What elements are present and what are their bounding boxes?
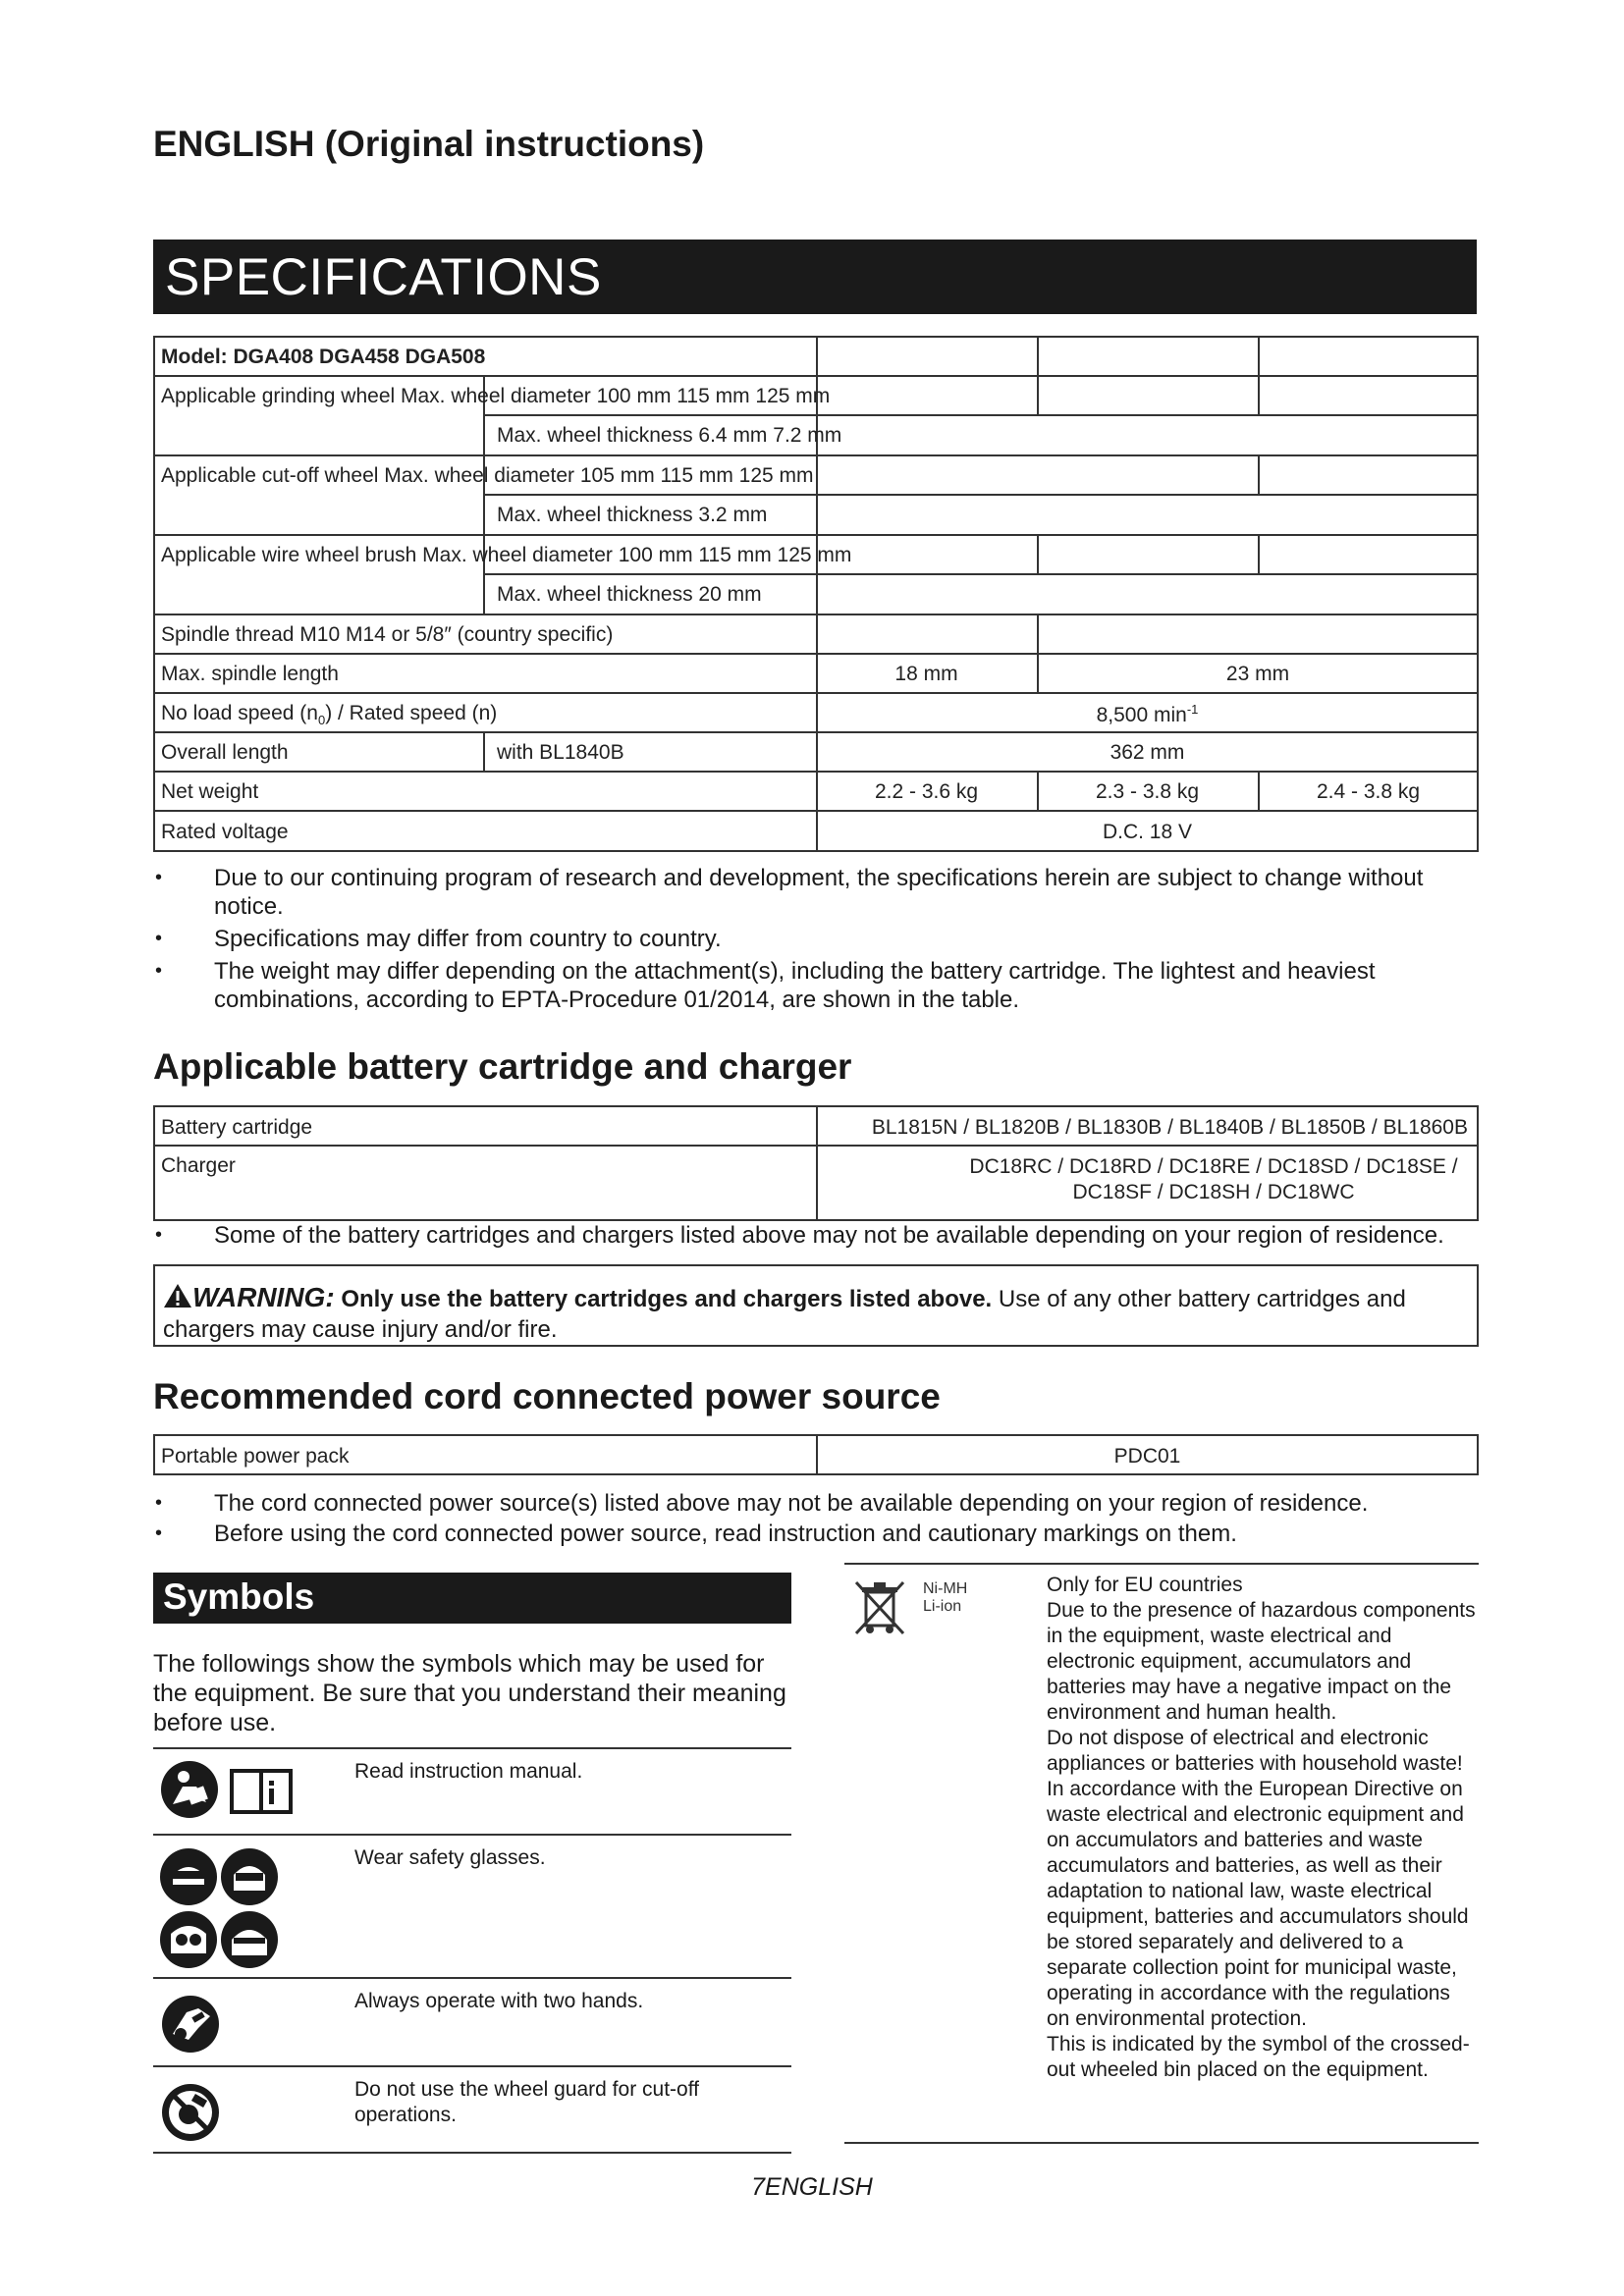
overall-length-value: 362 mm	[1110, 741, 1185, 764]
warning-bold-text: Only use the battery cartridges and chargers listed above.	[341, 1286, 993, 1312]
spec-note: • Due to our continuing program of research and development, the specifications herein are subject to change without notice.	[153, 864, 1479, 921]
overall-length-label: Overall length	[161, 741, 289, 764]
crossed-bin-icon	[850, 1578, 909, 1642]
battery-notes	[153, 1221, 1479, 1254]
power-pack-value: PDC01	[1113, 1445, 1181, 1468]
page-language-title: ENGLISH (Original instructions)	[153, 124, 705, 164]
charger-label: Charger	[161, 1154, 236, 1177]
spindle-length-b: 23 mm	[1225, 663, 1290, 685]
battery-cartridge-value: BL1815N / BL1820B / BL1830B / BL1840B / BL1850B / BL1860B	[871, 1116, 1468, 1139]
wire-brush-thickness: Max. wheel thickness 20 mm	[497, 583, 762, 606]
power-source-heading: Recommended cord connected power source	[153, 1376, 941, 1416]
battery-note: • Some of the battery cartridges and chargers listed above may not be available depending on your region of residence.	[153, 1221, 1479, 1250]
charger-value: DC18RC / DC18RD / DC18RE / DC18SD / DC18SE / DC18SF / DC18SH / DC18WC	[969, 1155, 1458, 1203]
symbols-banner	[153, 1573, 791, 1624]
symbol-row	[153, 1834, 791, 1977]
power-note: • Before using the cord connected power source, read instruction and cautionary markings on them.	[153, 1520, 1479, 1548]
model-row: Model: DGA408 DGA458 DGA508	[161, 346, 486, 368]
warning-box	[153, 1264, 1479, 1347]
warning-text: Use of any other battery cartridges and chargers may cause injury and/or fire.	[163, 1286, 1406, 1343]
symbol-text: Do not use the wheel guard for cut-off operations.	[354, 2078, 699, 2126]
symbol-text: Wear safety glasses.	[354, 1846, 546, 1869]
no-wheel-guard-icon	[159, 2077, 228, 2151]
power-source-notes	[153, 1489, 1479, 1552]
rated-voltage-value: D.C. 18 V	[1102, 821, 1193, 843]
battery-table	[153, 1105, 1479, 1221]
symbols-title: Symbols	[163, 1576, 315, 1617]
specifications-table	[153, 336, 1479, 852]
grinding-wheel-diameter: Applicable grinding wheel Max. wheel diameter 100 mm 115 mm 125 mm	[161, 385, 831, 407]
specification-notes	[153, 864, 1479, 1018]
rated-voltage-label: Rated voltage	[161, 821, 289, 843]
symbol-row	[153, 1747, 791, 1834]
cutoff-wheel-thickness: Max. wheel thickness 3.2 mm	[497, 504, 768, 526]
symbol-row	[153, 1977, 791, 2065]
specifications-title: SPECIFICATIONS	[165, 248, 602, 306]
warning-label: WARNING:	[192, 1282, 335, 1312]
specifications-banner	[153, 240, 1477, 314]
battery-heading: Applicable battery cartridge and charger	[153, 1046, 852, 1087]
warning-triangle-icon	[163, 1283, 192, 1308]
symbol-text: Always operate with two hands.	[354, 1990, 644, 2012]
spec-note: • The weight may differ depending on the attachment(s), including the battery cartridge. The lightest and heaviest combinations, according to EPTA-Procedure 01/2014, are shown in the table.	[153, 957, 1479, 1014]
spindle-thread: Spindle thread M10 M14 or 5/8″ (country specific)	[161, 623, 614, 646]
symbols-intro: The followings show the symbols which may be used for the equipment. Be sure that you understand their meaning before use.	[153, 1650, 786, 1736]
two-hands-icon	[159, 1989, 228, 2062]
speed-value: 8,500 $\min^{-1}$	[1096, 702, 1199, 726]
cutoff-wheel-diameter: Applicable cut-off wheel Max. wheel diameter 105 mm 115 mm 125 mm	[161, 464, 814, 487]
spec-note: • Specifications may differ from country to country.	[153, 925, 1479, 953]
battery-cartridge-label: Battery cartridge	[161, 1116, 313, 1139]
net-weight-c: 2.4 - 3.8 kg	[1316, 780, 1421, 803]
grinding-wheel-thickness: Max. wheel thickness 6.4 mm 7.2 mm	[497, 424, 842, 447]
power-pack-label: Portable power pack	[161, 1445, 350, 1468]
power-note: • The cord connected power source(s) listed above may not be available depending on your region of residence.	[153, 1489, 1479, 1518]
speed-label: No load speed $(n_0)$ / Rated speed (n)	[161, 702, 498, 728]
spindle-length-a: 18 mm	[894, 663, 958, 685]
read-manual-icon	[159, 1759, 306, 1825]
battery-type-label: Ni-MH Li-ion	[923, 1580, 968, 1615]
net-weight-a: 2.2 - 3.6 kg	[874, 780, 979, 803]
overall-length-condition: with BL1840B	[497, 741, 624, 764]
net-weight-b: 2.3 - 3.8 kg	[1095, 780, 1200, 803]
eu-disposal-text: Only for EU countries Due to the presence of hazardous components in the equipment, waste electrical and electronic equipment, accumulators and batteries may have a negative impact on the environment and human health. Do not dispose of electrical and electronic appliances or batteries with household waste! In accordance with the European Directive on waste electrical and electronic equipment and on accumulators and batteries and waste accumulators and batteries, as well as their adaptation to national law, waste electrical equipment, batteries and accumulators should be stored separately and delivered to a separate collection point for municipal waste, operating in accordance with the regulations on environmental protection. This is indicated by the symbol of the crossed-out wheeled bin placed on the equipment.	[1047, 1574, 1476, 2081]
eu-disposal-section	[844, 1563, 1479, 2144]
power-source-table	[153, 1434, 1479, 1475]
page-footer: 7ENGLISH	[751, 2173, 873, 2201]
net-weight-label: Net weight	[161, 780, 259, 803]
wire-brush-diameter: Applicable wire wheel brush Max. wheel diameter 100 mm 115 mm 125 mm	[161, 544, 852, 566]
safety-glasses-icon	[159, 1845, 287, 1978]
symbol-text: Read instruction manual.	[354, 1760, 583, 1783]
symbol-row	[153, 2065, 791, 2154]
spindle-length-label: Max. spindle length	[161, 663, 339, 685]
